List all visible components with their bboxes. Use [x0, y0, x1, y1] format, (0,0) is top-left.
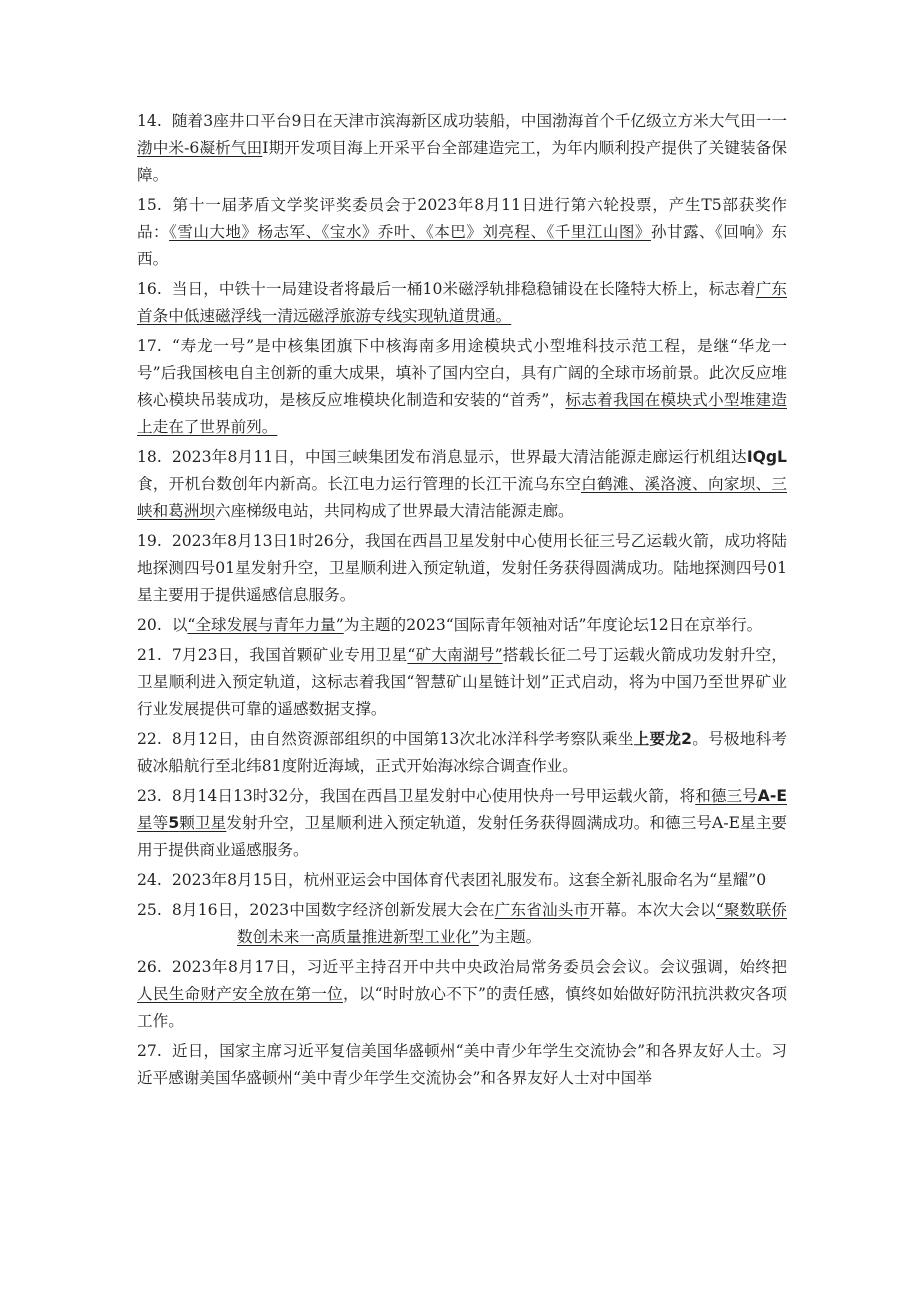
news-item — [137, 783, 787, 864]
underlined-text: 标志着我国在模块式小型堆建造上走在了世界前列。 — [137, 391, 787, 436]
body-text: 第十一届茅盾文学奖评奖委员会于2023年8月11日进行第六轮投票，产生T5部获奖作品： — [137, 196, 787, 241]
news-item — [137, 612, 787, 639]
news-item — [137, 192, 787, 273]
body-text: 为主题。 — [478, 928, 542, 946]
item-number: 27. — [137, 1042, 162, 1060]
news-item — [137, 333, 787, 441]
underlined-text: 《雪山大地》杨志军、《宝水》乔叶、《本巴》刘亮程、《千里江山图》 — [169, 223, 651, 241]
body-text: 食，开机台数创年内新高。长江电力运行管理的长江干流乌东空 — [137, 475, 582, 493]
item-number: 22. — [137, 730, 162, 748]
body-text: 孙甘露、《回响》东西。 — [137, 223, 787, 268]
news-item — [137, 726, 787, 780]
body-text: 。号极地科考破冰船航行至北纬81度附近海域，正式开始海冰综合调查作业。 — [137, 730, 787, 775]
news-item — [137, 867, 787, 894]
underlined-text: 广东省汕头市 — [494, 901, 590, 919]
body-text: 8月12日，由自然资源部组织的中国第13次北冰洋科学考察队乘坐 — [171, 730, 634, 748]
body-text: “寿龙一号”是中核集团旗下中核海南多用途模块式小型堆科技示范工程，是继“华龙一号”后我国核电自主创新的重大成果，填补了国内空白，具有广阔的全球市场前景。此次反应堆核心模块吊装成功，是核反应堆模块化制造和安装的“首秀”， — [137, 337, 787, 409]
body-text: IQgL — [746, 448, 787, 466]
item-number: 20. — [137, 616, 162, 634]
body-text: ，以“时时放心不下”的责任感，慎终如始做好防汛抗洪救灾各项工作。 — [137, 985, 787, 1030]
body-text: 2023年8月13日1时26分，我国在西昌卫星发射中心使用长征三号乙运载火箭，成功将陆地探测四号01星发射升空，卫星顺利进入预定轨道，发射任务获得圆满成功。陆地探测四号01星主要用于提供遥感信息服务。 — [137, 532, 787, 604]
underlined-text: “矿大南湖号” — [407, 646, 503, 664]
body-text: 以 — [171, 616, 188, 634]
underlined-text: 和德三号 — [695, 787, 758, 805]
news-item — [137, 444, 787, 525]
body-text: 2023年8月15日，杭州亚运会中国体育代表团礼服发布。这套全新礼服命名为“星耀”0 — [171, 871, 767, 889]
body-text: I期开发项目海上开采平台全部建造完工，为年内顺利投产提供了关键装备保障。 — [137, 139, 787, 184]
underlined-text: 广东首条中低速磁浮线一清远磁浮旅游专线实现轨道贯通。 — [137, 280, 787, 325]
item-number: 23. — [137, 787, 162, 805]
item-number: 14. — [137, 112, 162, 130]
news-item — [137, 276, 787, 330]
body-text: 近日，国家主席习近平复信美国华盛顿州“美中青少年学生交流协会”和各界友好人士。习近平感谢美国华盛顿州“美中青少年学生交流协会”和各界友好人士对中国举 — [137, 1042, 787, 1087]
news-item — [137, 528, 787, 609]
underlined-text: 颗卫星 — [179, 814, 227, 832]
body-text: 为主题的2023“国际青年领袖对话”年度论坛12日在京举行。 — [343, 616, 763, 634]
item-number: 26. — [137, 958, 162, 976]
news-item — [137, 897, 787, 951]
underlined-text: 数创未来一高质量推进新型工业化” — [237, 928, 479, 946]
body-text: 发射升空，卫星顺利进入预定轨道，发射任务获得圆满成功。和德三号A-E星主要用于提供商业遥感服务。 — [137, 814, 787, 859]
underlined-text: “全球发展与青年力量” — [187, 616, 344, 634]
underlined-text: 5 — [168, 814, 180, 832]
body-text: 搭载长征二号丁运载火箭成功发射升空，卫星顺利进入预定轨道，这标志着我国“智慧矿山星链计划”正式启动，将为中国乃至世界矿业行业发展提供可靠的遥感数据支撑。 — [137, 646, 787, 718]
underlined-text: 白鹤滩、溪洛渡、向家坝、三峡和葛洲坝 — [137, 475, 787, 520]
body-text: 开幕。本次大会以 — [589, 901, 716, 919]
body-text: 随着3座井口平台9日在天津市滨海新区成功装船，中国渤海首个千亿级立方米大气田一一 — [171, 112, 787, 130]
item-number: 17. — [137, 337, 162, 355]
item-number: 16. — [137, 280, 162, 298]
body-text: 2023年8月17日，习近平主持召开中共中央政治局常务委员会会议。会议强调，始终把 — [171, 958, 787, 976]
body-text: 8月14日13时32分，我国在西昌卫星发射中心使用快舟一号甲运载火箭，将 — [171, 787, 696, 805]
item-number: 21. — [137, 646, 162, 664]
underlined-text: 渤中米-6 — [137, 139, 200, 157]
item-number: 19. — [137, 532, 162, 550]
item-number: 15. — [137, 196, 162, 214]
body-text: 当日，中铁十一局建设者将最后一桶10米磁浮轨排稳稳铺设在长隆特大桥上，标志着 — [171, 280, 756, 298]
underlined-text: 人民生命财产安全放在第一位 — [137, 985, 343, 1003]
body-text: 7月23日，我国首颗矿业专用卫星 — [171, 646, 408, 664]
item-number: 25. — [137, 901, 162, 919]
news-item — [137, 1038, 787, 1092]
underlined-text: A-E — [757, 787, 787, 805]
document-page — [137, 108, 787, 1095]
body-text: 六座梯级电站，共同构成了世界最大清洁能源走廊。 — [214, 502, 574, 520]
news-item — [137, 954, 787, 1035]
news-item — [137, 642, 787, 723]
item-number: 24. — [137, 871, 162, 889]
item-number: 18. — [137, 448, 162, 466]
underlined-text: 凝析气田 — [199, 139, 263, 157]
underlined-text: 星等 — [137, 814, 169, 832]
body-text: 8月16日，2023中国数字经济创新发展大会在 — [171, 901, 495, 919]
body-text: 上要龙2 — [633, 730, 693, 748]
body-text: 2023年8月11日，中国三峡集团发布消息显示，世界最大清洁能源走廊运行机组达 — [171, 448, 747, 466]
news-item — [137, 108, 787, 189]
underlined-text: “聚数联侨 — [715, 901, 787, 919]
